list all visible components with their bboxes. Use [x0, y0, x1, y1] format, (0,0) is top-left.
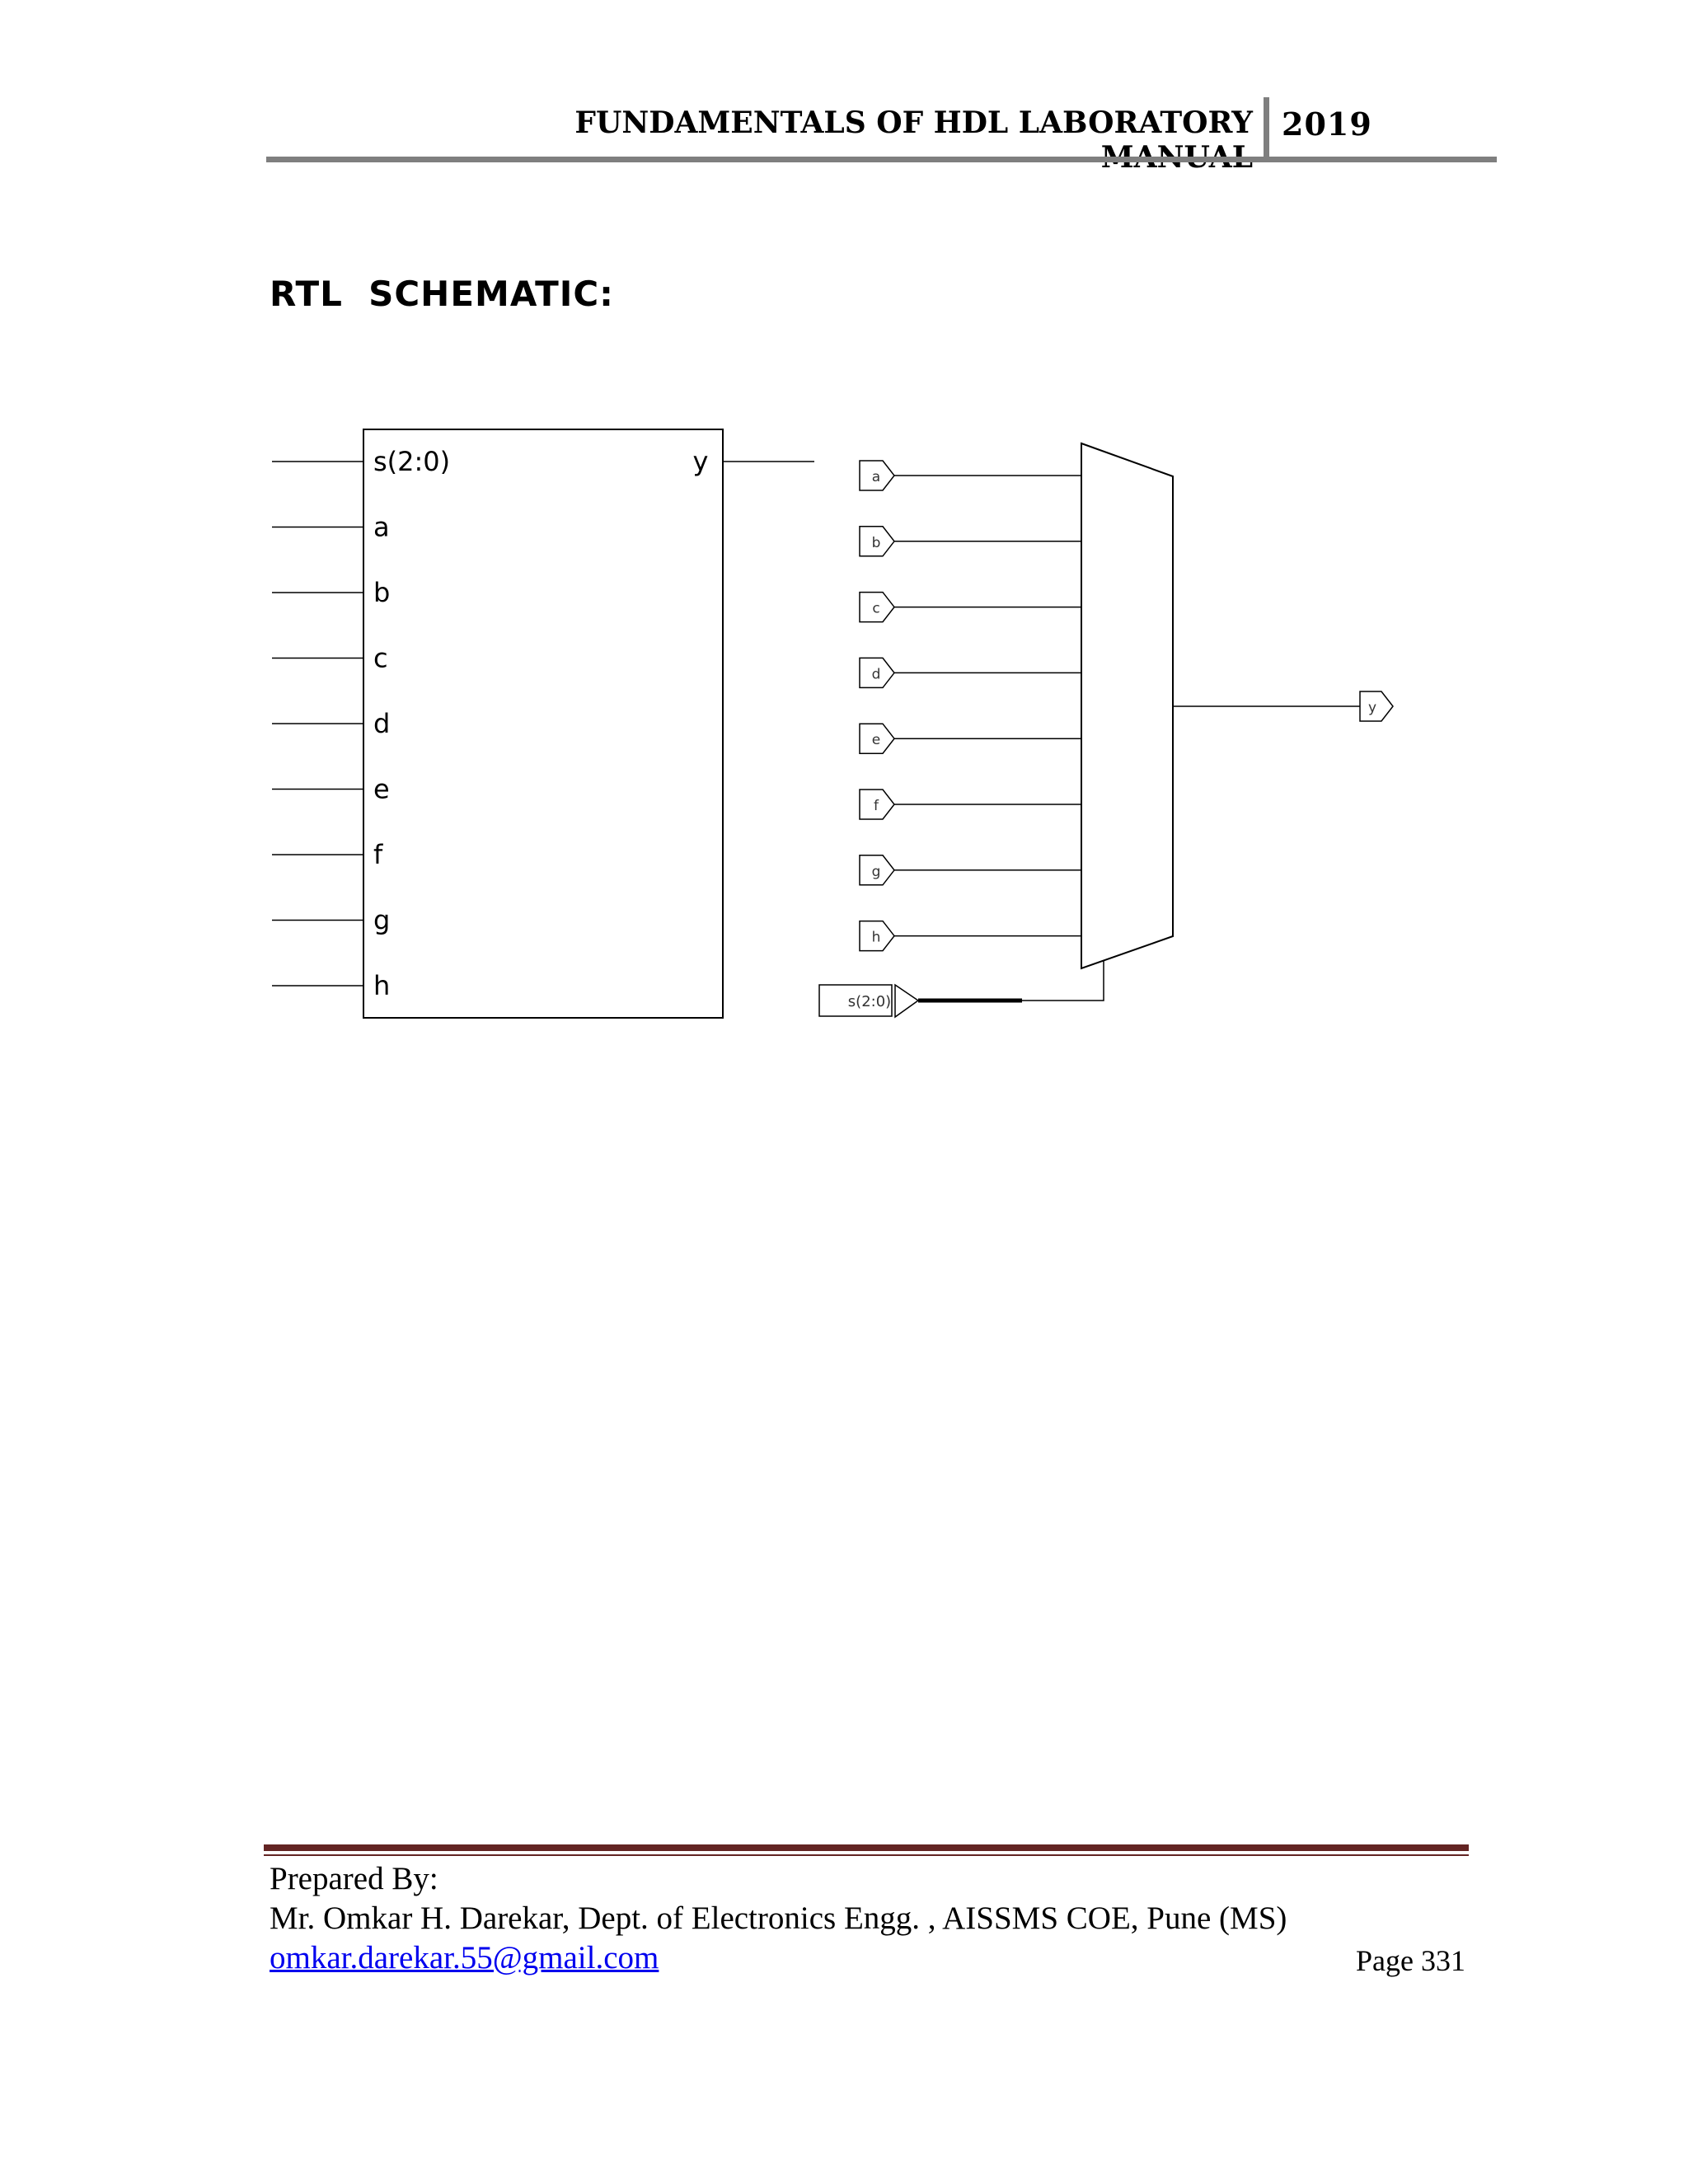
input-port-label: b [871, 534, 881, 551]
footer-rule-thin [264, 1854, 1469, 1856]
block-input-label: d [373, 708, 391, 739]
footer-page-number: Page 331 [1356, 1944, 1465, 1977]
input-port-label: c [872, 600, 880, 617]
block-input-label: a [373, 511, 390, 543]
select-port-label: s(2:0) [847, 993, 892, 1010]
block-input-label: g [373, 904, 391, 936]
block-input-label: e [373, 773, 390, 805]
rtl-schematic [0, 0, 1688, 1071]
input-port-label: a [871, 469, 881, 485]
footer-author: Mr. Omkar H. Darekar, Dept. of Electronics Engg. , AISSMS COE, Pune (MS) [270, 1900, 1287, 1936]
input-port-label: e [871, 732, 881, 749]
block-input-label: f [373, 839, 383, 870]
footer-prepared-by: Prepared By: [270, 1861, 438, 1896]
block-symbol [272, 429, 814, 1018]
block-body [363, 429, 723, 1018]
select-wire [1022, 960, 1104, 1001]
input-port-label: g [871, 863, 881, 880]
output-port-label: y [1367, 700, 1377, 716]
input-port-label: h [871, 929, 881, 946]
block-input-label: h [373, 970, 391, 1001]
mux-body [1081, 443, 1173, 968]
block-input-label: c [373, 642, 388, 674]
block-input-label: s(2:0) [373, 446, 451, 477]
block-input-label: b [373, 577, 391, 608]
mux-symbol [819, 443, 1393, 1017]
input-port-label: f [874, 798, 879, 814]
block-output-label: y [692, 446, 709, 477]
input-port-label: d [871, 666, 881, 683]
header-year: 2019 [1282, 105, 1372, 143]
footer-email-link[interactable]: omkar.darekar.55@gmail.com [270, 1940, 659, 1975]
footer-rule [264, 1844, 1469, 1851]
section-title: RTL SCHEMATIC: [270, 274, 614, 314]
header-title: FUNDAMENTALS OF HDL LABORATORY [574, 105, 1253, 140]
select-port-buffer [895, 985, 918, 1017]
